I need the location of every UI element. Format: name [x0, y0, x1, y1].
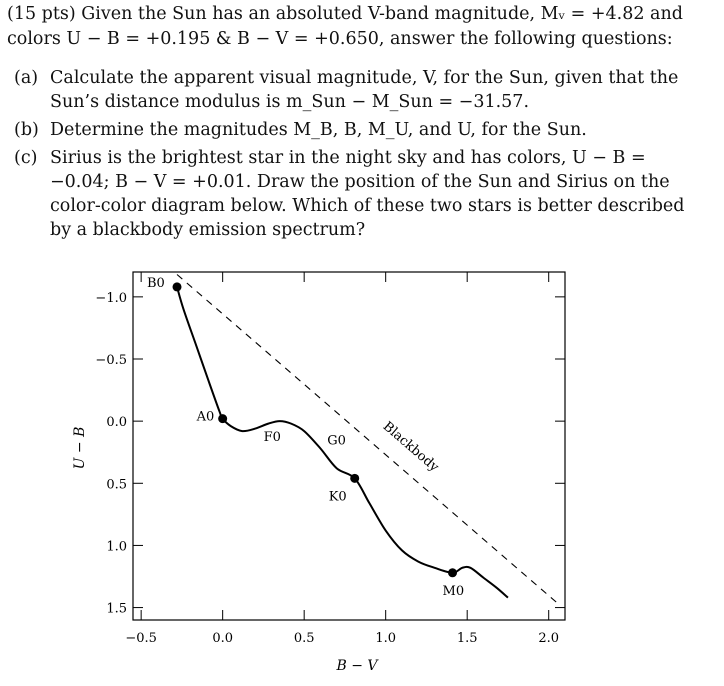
x-tick-label: 0.0 — [212, 631, 234, 646]
part-label: (c) — [14, 148, 38, 168]
part-text: Sirius is the brightest star in the night sky and has colors, U − B = −0.04; B − V = +0.01. Draw the position of the Sun and Sirius on the color-color diagram below. Which of these two stars is better described by a blackbody emission spectrum? — [50, 148, 685, 240]
intro-line-2: colors U − B = +0.195 & B − V = +0.650, answer the following questions: — [7, 29, 673, 49]
x-axis-label: B − V — [336, 658, 378, 674]
tick-marks — [133, 272, 565, 620]
spectral-label-f0: F0 — [263, 429, 281, 445]
spectral-label-m0: M0 — [442, 583, 465, 599]
part-label: (a) — [14, 68, 39, 88]
x-tick-label: 1.0 — [375, 631, 397, 646]
plot-frame — [133, 272, 565, 620]
spectral-point-k0 — [350, 474, 359, 483]
tick-labels — [95, 291, 559, 646]
blackbody-label: Blackbody — [379, 419, 442, 476]
y-tick-label: 0.0 — [106, 415, 127, 431]
y-tick-label: 0.5 — [106, 477, 127, 493]
y-tick-label: 1.5 — [106, 601, 127, 617]
spectral-label-a0: A0 — [196, 409, 215, 425]
intro-line-1: (15 pts) Given the Sun has an absoluted V-band magnitude, Mᵥ = +4.82 and — [7, 4, 683, 24]
x-tick-label: 1.5 — [456, 631, 478, 646]
spectral-point-m0 — [448, 568, 457, 577]
x-tick-label: −0.5 — [125, 631, 157, 646]
x-tick-label: 0.5 — [293, 631, 315, 646]
part-label: (b) — [14, 120, 39, 140]
y-tick-label: −1.0 — [95, 290, 127, 306]
y-tick-label: 1.0 — [106, 539, 127, 555]
spectral-point-a0 — [218, 414, 227, 423]
spectral-points — [147, 276, 464, 599]
x-tick-label: 2.0 — [538, 631, 560, 646]
spectral-label-g0: G0 — [327, 433, 346, 449]
part-text: Calculate the apparent visual magnitude, V, for the Sun, given that the Sun’s distance modulus is m_Sun − M_Sun = −31.57. — [50, 68, 679, 112]
y-axis-label: U − B — [72, 426, 88, 470]
blackbody-line — [177, 274, 557, 602]
spectral-point-b0 — [173, 282, 182, 291]
part-text: Determine the magnitudes M_B, B, M_U, and U, for the Sun. — [50, 120, 587, 140]
spectral-label-k0: K0 — [328, 489, 347, 505]
spectral-label-b0: B0 — [147, 275, 165, 291]
y-tick-label: −0.5 — [95, 353, 127, 368]
